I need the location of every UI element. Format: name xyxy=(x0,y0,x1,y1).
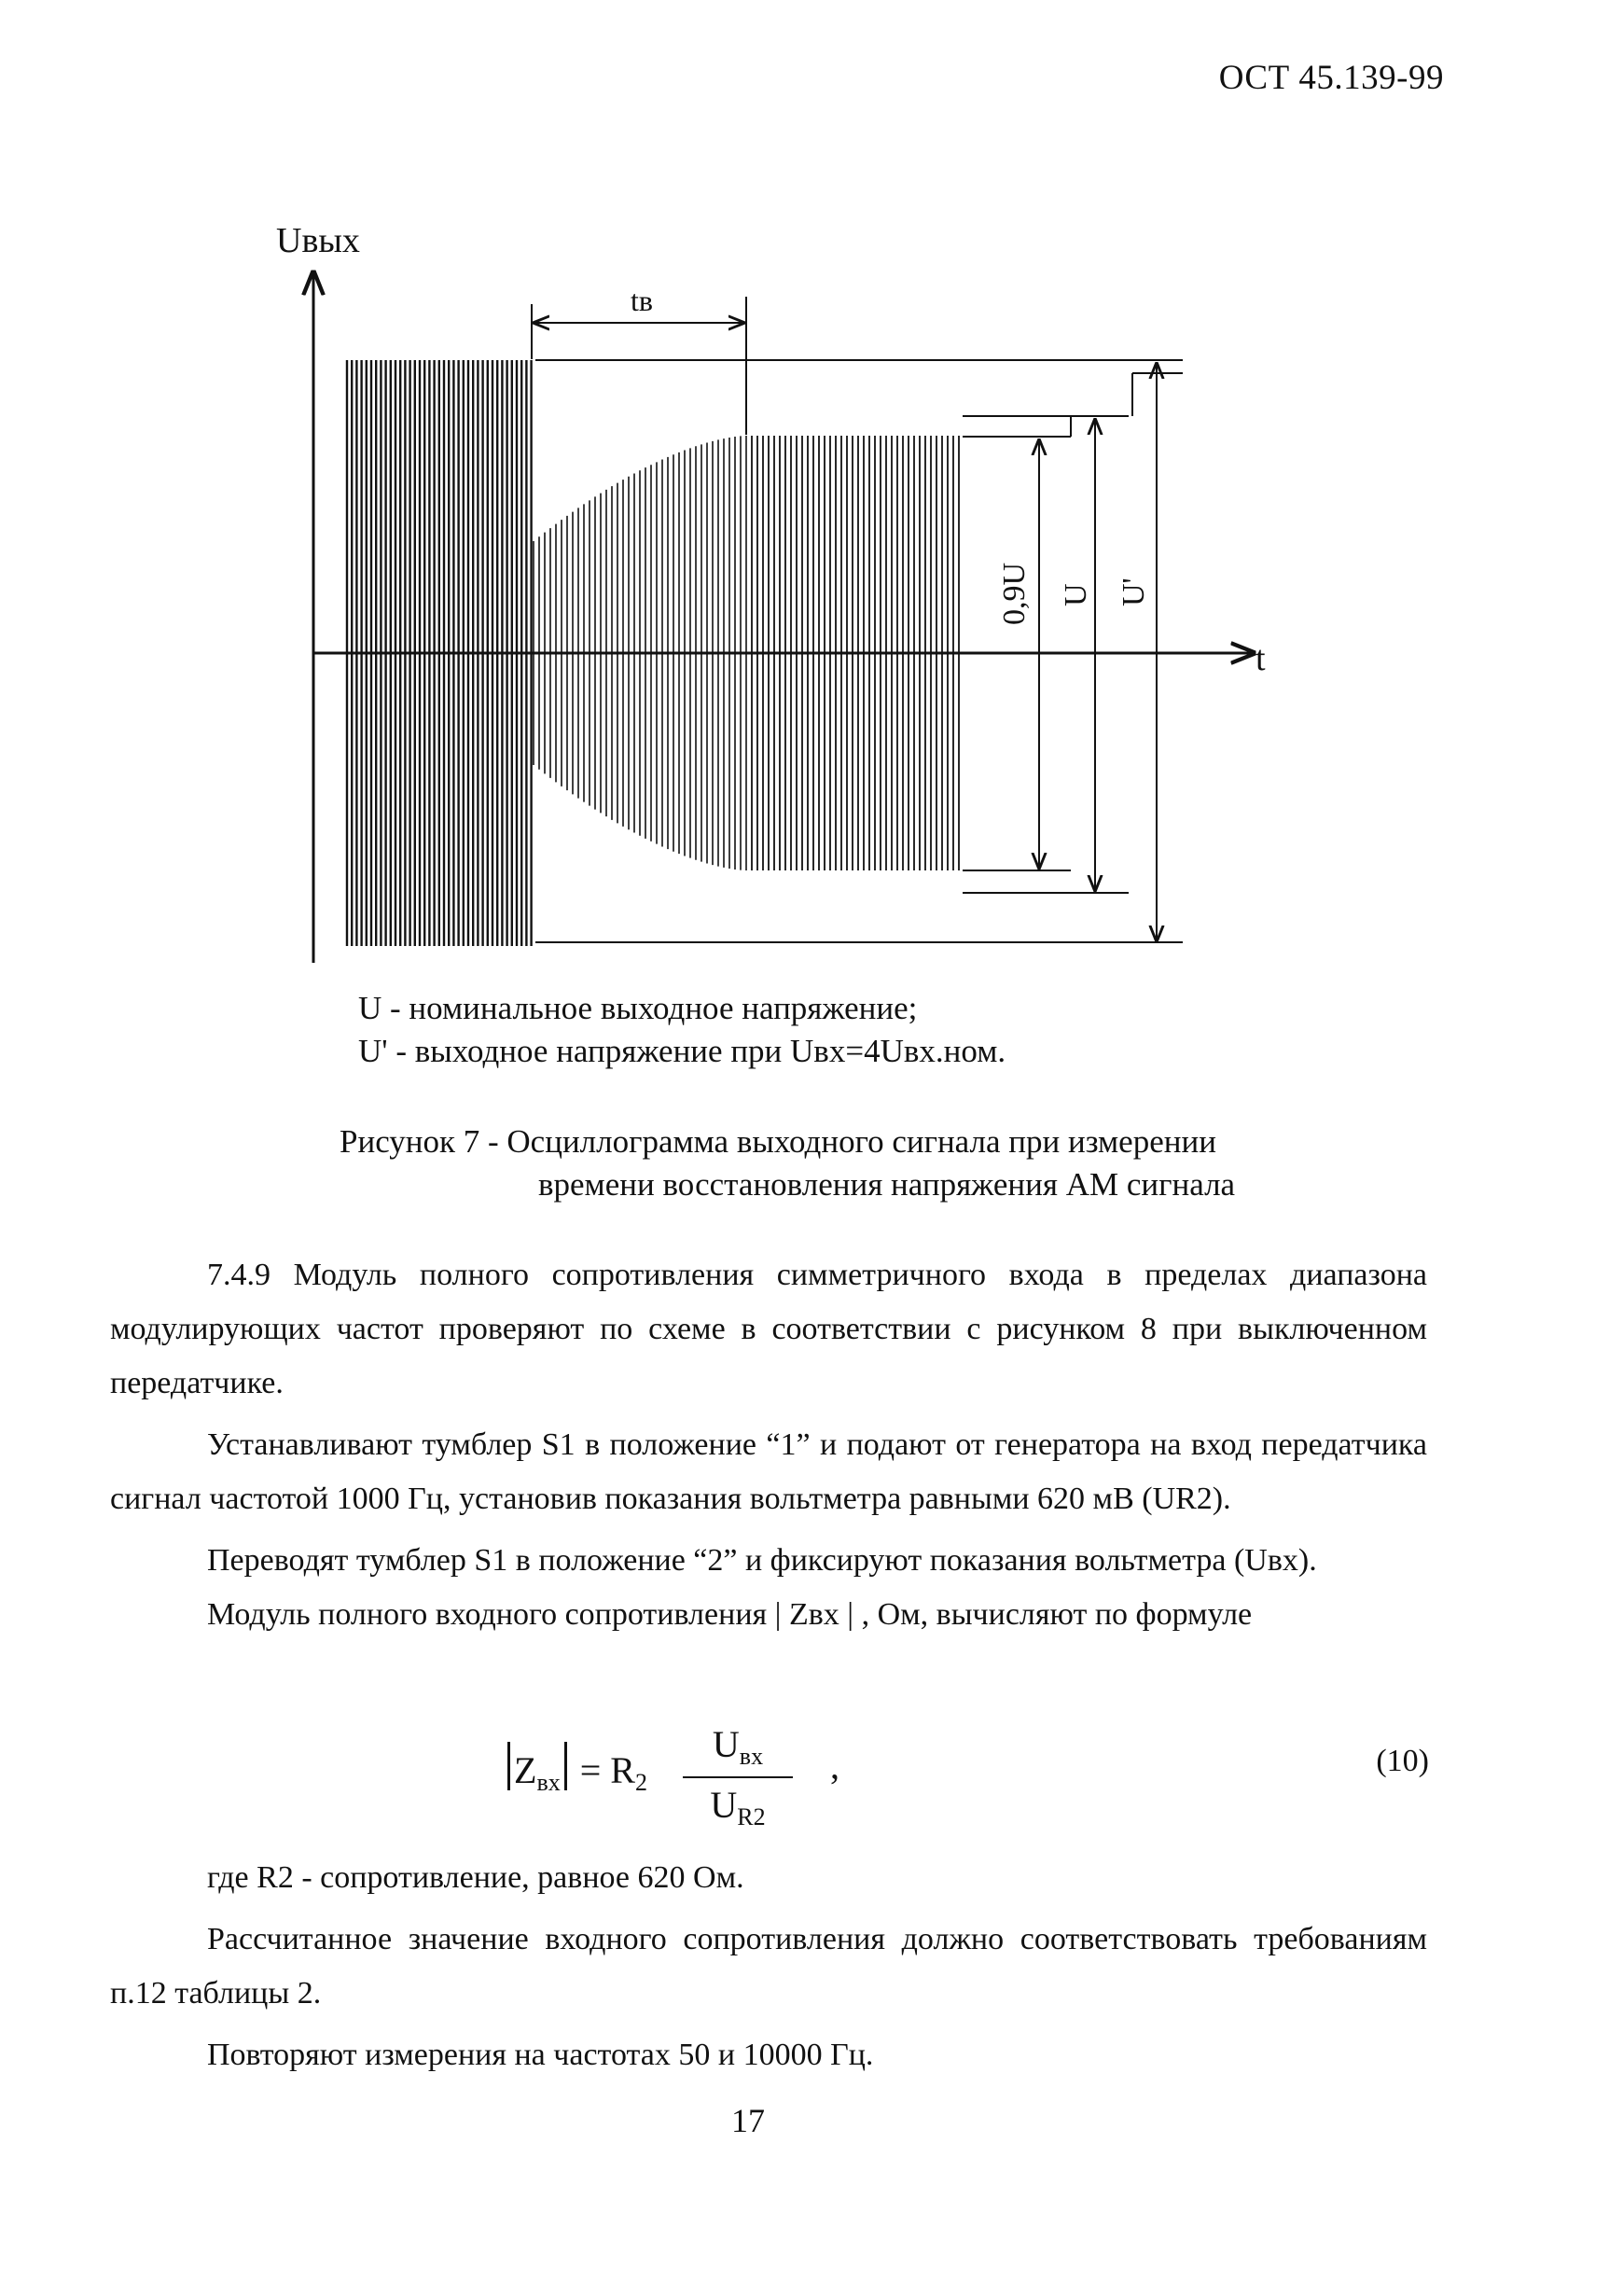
paragraph-r2: где R2 - сопротивление, равное 620 Ом. xyxy=(207,1860,744,1895)
formula-fraction xyxy=(683,1719,793,1835)
formula-z: Z xyxy=(514,1749,537,1791)
body-text-bottom xyxy=(110,1851,1427,2082)
abs-bar-left xyxy=(507,1742,510,1790)
paragraph-switch-1: Устанавливают тумблер S1 в положение “1” и подают от генератора на вход передатчика сигнал частотой 1000 Гц, установив показания вольтметра равными 620 мВ (UR2). xyxy=(110,1427,1427,1516)
x-axis-label: t xyxy=(1255,639,1266,678)
formula-numerator xyxy=(683,1719,793,1774)
denominator-u: U xyxy=(710,1784,738,1826)
caption-line-1: Рисунок 7 - Осциллограмма выходного сигнала при измерении xyxy=(340,1123,1216,1160)
legend-line-u: U - номинальное выходное напряжение; xyxy=(358,990,918,1026)
tv-label: tв xyxy=(631,284,653,317)
formula-number: (10) xyxy=(1376,1744,1429,1778)
dim-label-uprime: U' xyxy=(1117,577,1151,606)
paragraph-switch-2: Переводят тумблер S1 в положение “2” и фиксируют показания вольтметра (Uвх). xyxy=(207,1543,1317,1578)
formula-10 xyxy=(494,1719,1429,1841)
formula-eq-r: = R xyxy=(579,1749,635,1791)
y-axis-label: Uвых xyxy=(276,221,360,260)
paragraph-repeat: Повторяют измерения на частотах 50 и 10000 Гц. xyxy=(207,2038,874,2072)
formula-r-sub: 2 xyxy=(634,1769,647,1796)
paragraph-requirements: Рассчитанное значение входного сопротивления должно соответствовать требованиям п.12 таблицы 2. xyxy=(110,1922,1427,2011)
document-code: ОСТ 45.139-99 xyxy=(1218,59,1444,97)
formula-comma: , xyxy=(830,1745,839,1787)
numerator-sub: вх xyxy=(739,1743,764,1770)
abs-bar-right xyxy=(564,1742,567,1790)
denominator-sub: R2 xyxy=(737,1803,766,1830)
figure-legend xyxy=(358,987,1006,1073)
dim-label-u: U xyxy=(1059,583,1093,606)
numerator-u: U xyxy=(712,1723,740,1765)
legend-line-uprime: U' - выходное напряжение при Uвх=4Uвх.ном. xyxy=(358,1033,1006,1069)
paragraph-7-4-9: 7.4.9 Модуль полного сопротивления симметричного входа в пределах диапазона модулирующих частот проверяют по схеме в соответствии с рисунком 8 при выключенном передатчике. xyxy=(110,1258,1427,1400)
oscillogram-figure xyxy=(0,0,1623,989)
figure-caption xyxy=(340,1120,1235,1206)
paragraph-formula-intro: Модуль полного входного сопротивления | Zвх | , Ом, вычисляют по формуле xyxy=(207,1597,1253,1632)
formula-z-sub: вх xyxy=(536,1769,561,1796)
caption-line-2: времени восстановления напряжения АМ сигнала xyxy=(538,1166,1236,1203)
dim-label-09u: 0,9U xyxy=(997,562,1032,625)
body-text-top xyxy=(110,1248,1427,1642)
page-number: 17 xyxy=(731,2102,765,2139)
fraction-bar xyxy=(683,1776,793,1778)
formula-lhs xyxy=(504,1742,647,1796)
formula-denominator xyxy=(683,1780,793,1835)
